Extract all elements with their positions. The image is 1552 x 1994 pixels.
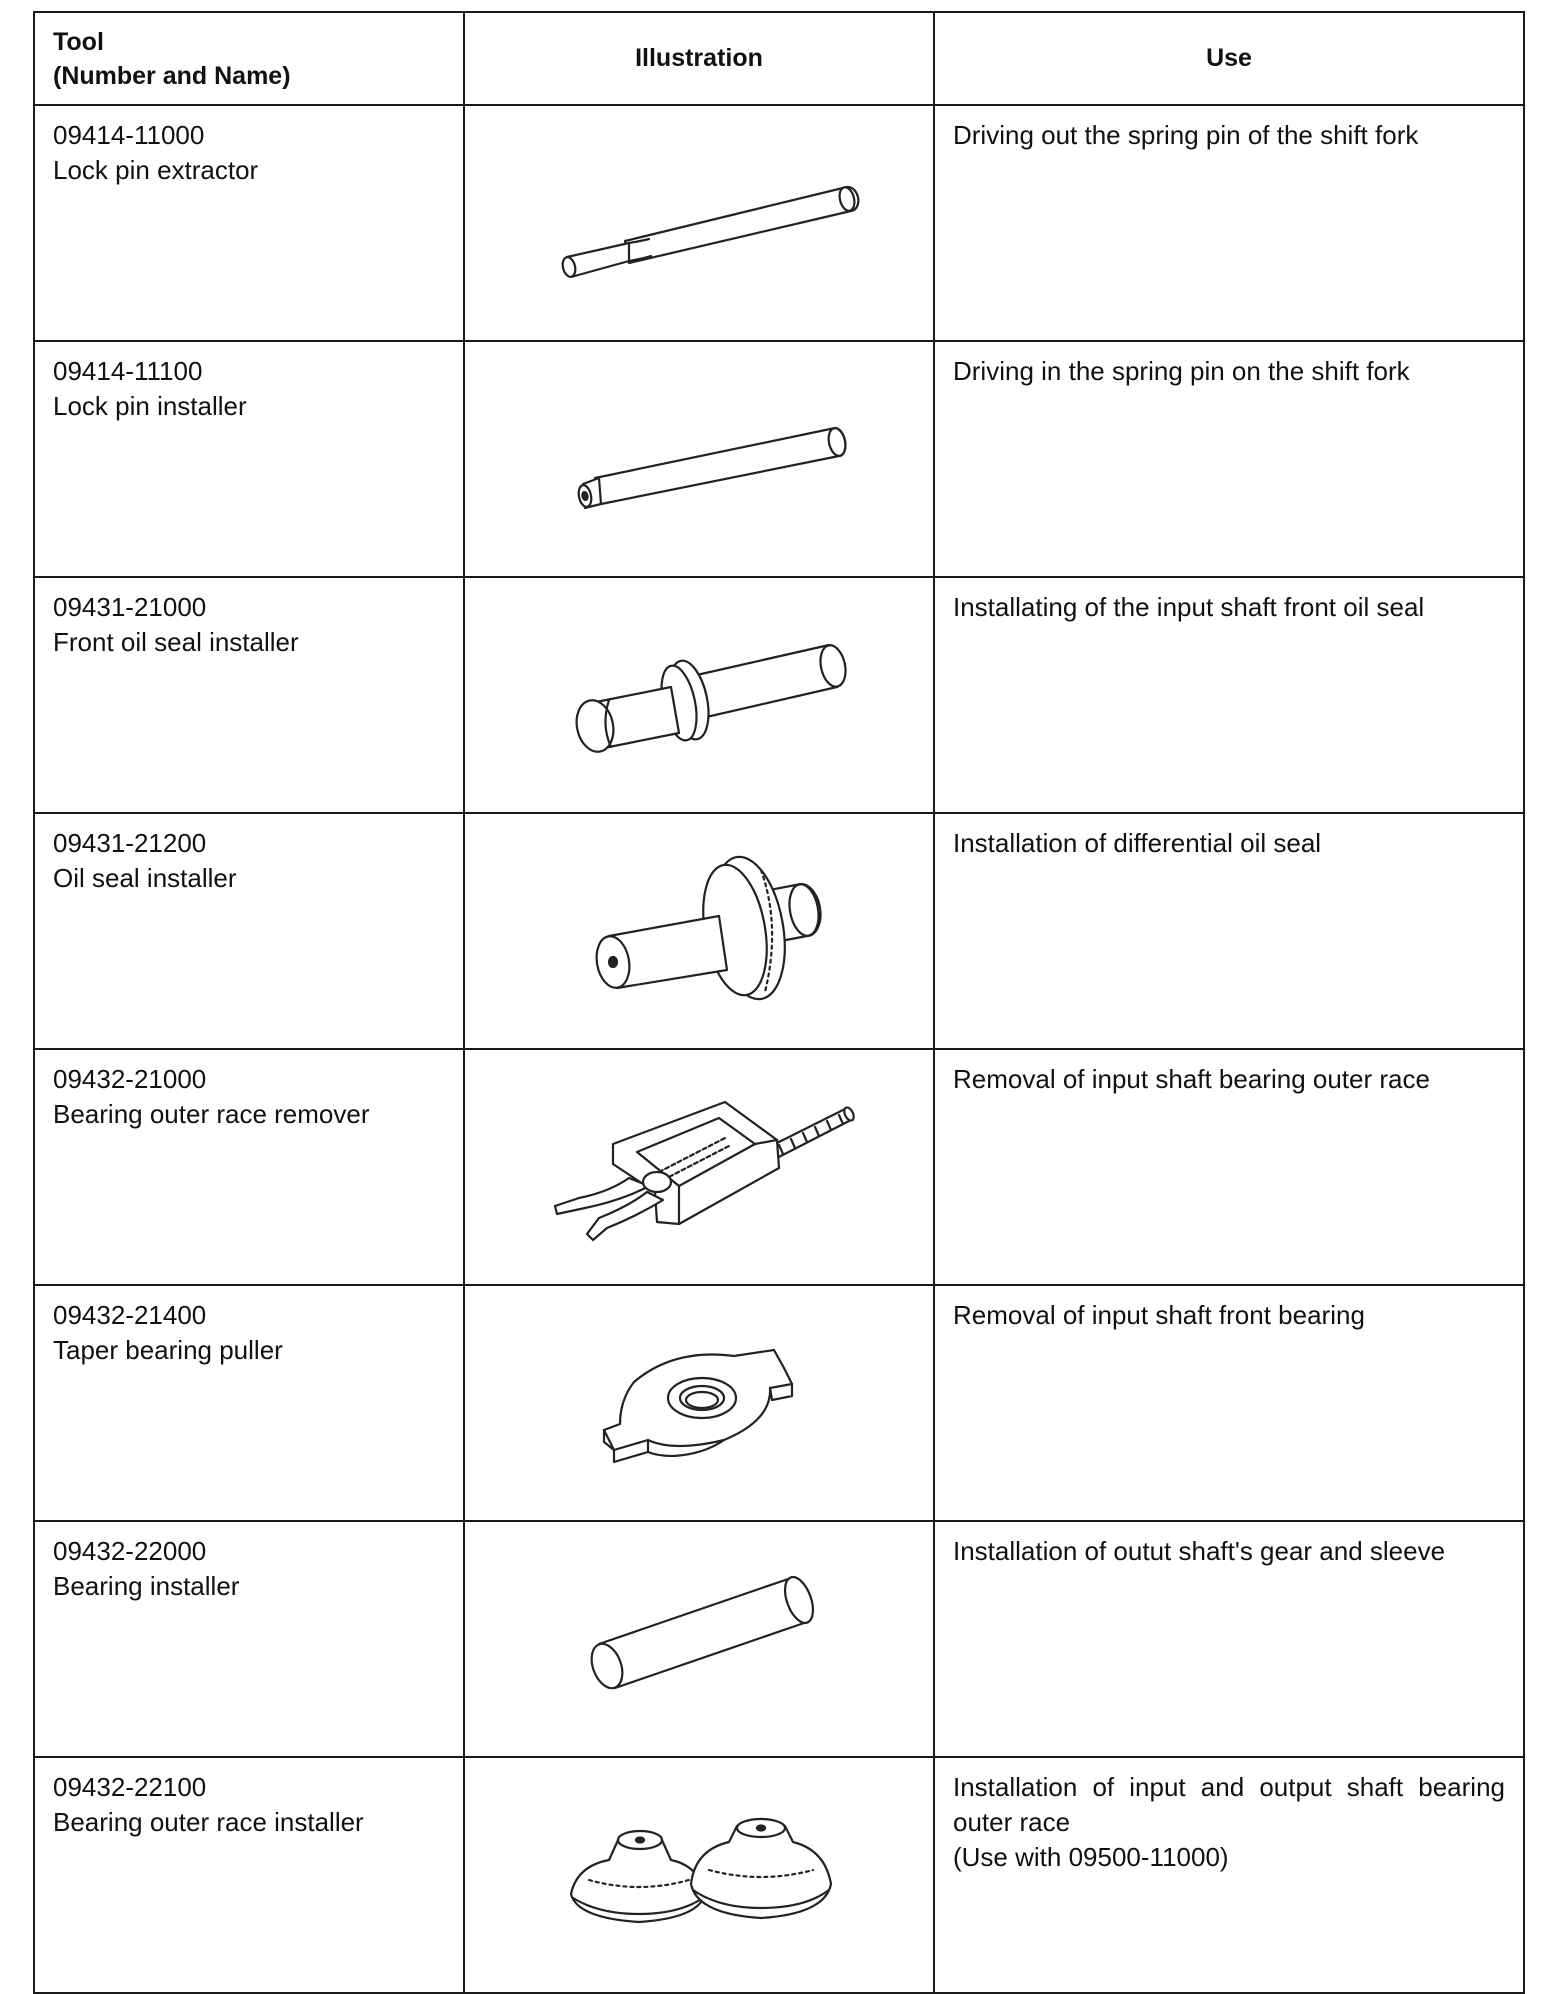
tool-name: Front oil seal installer <box>53 627 299 657</box>
tool-name: Oil seal installer <box>53 863 237 893</box>
header-tool-line1: Tool <box>53 27 104 56</box>
tool-name: Bearing outer race remover <box>53 1099 370 1129</box>
lock-pin-installer-illustration <box>539 394 859 524</box>
tool-cell <box>34 1521 464 1757</box>
tool-number: 09431-21000 <box>53 592 207 622</box>
table-row <box>34 1521 1524 1757</box>
illustration-cell <box>464 1049 934 1285</box>
tool-number: 09414-11100 <box>53 356 203 386</box>
use-cell: Removal of input shaft front bearing <box>934 1285 1524 1521</box>
tool-name: Bearing outer race installer <box>53 1807 364 1837</box>
header-tool-line2: (Number and Name) <box>53 61 291 90</box>
illustration-cell <box>464 1521 934 1757</box>
table-header-row <box>34 12 1524 105</box>
header-illustration: Illustration <box>464 12 934 105</box>
use-cell: Driving out the spring pin of the shift fork <box>934 105 1524 341</box>
tool-name: Bearing installer <box>53 1571 240 1601</box>
tool-cell <box>34 105 464 341</box>
table-row <box>34 813 1524 1049</box>
header-tool <box>34 12 464 105</box>
use-text-line1: Installation of input and output shaft bearing outer race <box>953 1772 1505 1837</box>
table-row <box>34 1049 1524 1285</box>
bearing-outer-race-installer-illustration <box>549 1810 849 1940</box>
tool-number: 09432-21400 <box>53 1300 207 1330</box>
front-oil-seal-installer-illustration <box>539 625 859 765</box>
special-tools-table <box>33 11 1525 1994</box>
taper-bearing-puller-illustration <box>574 1328 824 1478</box>
table-row <box>34 577 1524 813</box>
tool-number: 09432-21000 <box>53 1064 207 1094</box>
tool-name: Lock pin extractor <box>53 155 259 185</box>
bearing-outer-race-remover-illustration <box>529 1082 869 1252</box>
use-text-line2: (Use with 09500-11000) <box>953 1842 1229 1872</box>
tool-cell <box>34 577 464 813</box>
lock-pin-extractor-illustration <box>529 153 869 293</box>
illustration-cell <box>464 813 934 1049</box>
header-use: Use <box>934 12 1524 105</box>
tool-name: Lock pin installer <box>53 391 247 421</box>
use-cell: Driving in the spring pin on the shift fork <box>934 341 1524 577</box>
use-cell: Installation of differential oil seal <box>934 813 1524 1049</box>
tool-number: 09432-22000 <box>53 1536 207 1566</box>
tool-number: 09414-11000 <box>53 120 205 150</box>
table-row <box>34 1285 1524 1521</box>
tool-cell <box>34 341 464 577</box>
illustration-cell <box>464 1285 934 1521</box>
use-cell: Removal of input shaft bearing outer race <box>934 1049 1524 1285</box>
tool-cell <box>34 813 464 1049</box>
use-cell <box>934 1757 1524 1993</box>
tool-name: Taper bearing puller <box>53 1335 283 1365</box>
oil-seal-installer-illustration <box>569 846 829 1016</box>
table-row <box>34 1757 1524 1993</box>
illustration-cell <box>464 577 934 813</box>
tool-number: 09432-22100 <box>53 1772 207 1802</box>
tool-cell <box>34 1049 464 1285</box>
tool-number: 09431-21200 <box>53 828 207 858</box>
tool-cell <box>34 1285 464 1521</box>
illustration-cell <box>464 1757 934 1993</box>
table-row <box>34 105 1524 341</box>
tool-cell <box>34 1757 464 1993</box>
illustration-cell <box>464 105 934 341</box>
use-cell: Installation of outut shaft's gear and sleeve <box>934 1521 1524 1757</box>
use-cell: Installating of the input shaft front oil seal <box>934 577 1524 813</box>
bearing-installer-illustration <box>569 1564 829 1714</box>
table-row <box>34 341 1524 577</box>
illustration-cell <box>464 341 934 577</box>
